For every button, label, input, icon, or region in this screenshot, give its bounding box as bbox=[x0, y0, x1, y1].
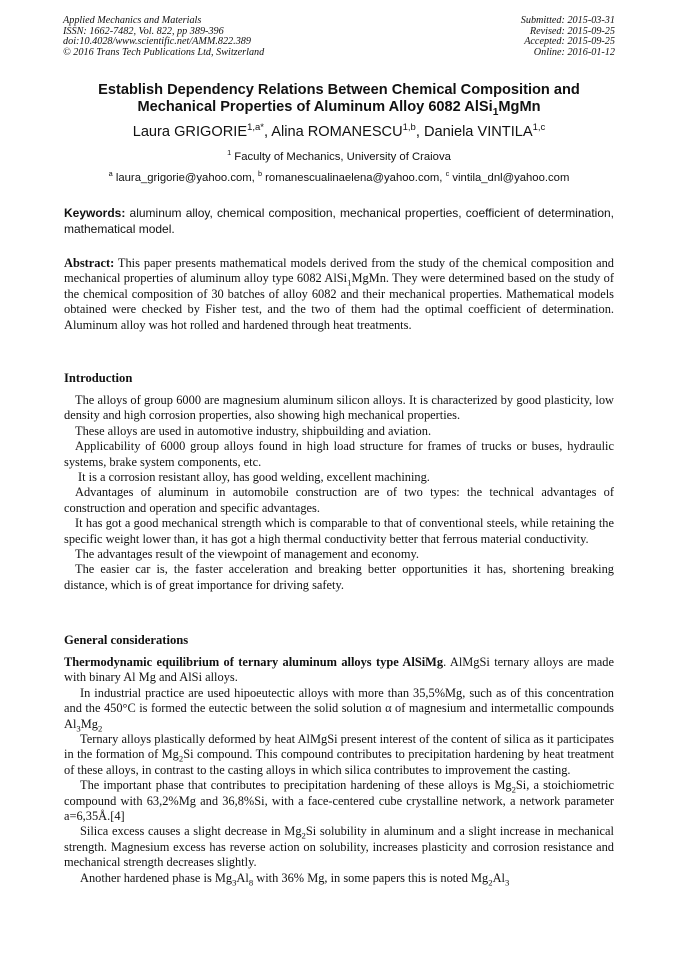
general-paragraph bbox=[64, 732, 614, 778]
author-sep-2: , bbox=[415, 124, 424, 140]
title-line-2 bbox=[63, 99, 615, 116]
subscript: 2 bbox=[301, 830, 306, 841]
author-1: Laura GRIGORIE bbox=[132, 124, 248, 140]
general-paragraph bbox=[64, 655, 614, 686]
email-c[interactable]: vintila_dnl@yahoo.com bbox=[449, 172, 570, 184]
general-p6-text-d: Al bbox=[492, 870, 505, 885]
paper-title bbox=[63, 82, 615, 116]
email-b-sup: b bbox=[257, 169, 263, 179]
general-p6-text: Another hardened phase is Mg bbox=[80, 870, 233, 885]
author-3: Daniela VINTILA bbox=[423, 124, 533, 140]
affiliation bbox=[63, 148, 615, 163]
copyright: © 2016 Trans Tech Publications Ltd, Switzerland bbox=[63, 46, 265, 58]
intro-paragraph: The advantages result of the viewpoint of management and economy. bbox=[75, 547, 419, 562]
subscript: 3 bbox=[232, 877, 237, 888]
subscript: 3 bbox=[504, 877, 510, 888]
subsection-title: Thermodynamic equilibrium of ternary aluminum alloys type AlSiMg bbox=[64, 655, 444, 669]
online-date: Online: 2016-01-12 bbox=[533, 46, 615, 58]
submitted-date: Submitted: 2015-03-31 bbox=[520, 15, 615, 26]
general-p2-text-end: Mg bbox=[80, 716, 98, 731]
general-considerations-heading: General considerations bbox=[64, 633, 189, 647]
email-b[interactable]: romanescualinaelena@yahoo.com, bbox=[262, 172, 446, 184]
email-a-sup: a bbox=[108, 169, 113, 179]
intro-paragraph: It is a corrosion resistant alloy, has good welding, excellent machining. bbox=[78, 470, 430, 485]
issn: ISSN: 1662-7482, Vol. 822, pp 389-396 bbox=[63, 25, 224, 37]
general-p1-text: . AlMgSi ternary alloys are made with binary Al Mg and AlSi alloys. bbox=[64, 655, 614, 685]
introduction-heading: Introduction bbox=[64, 371, 133, 385]
intro-paragraph: The easier car is, the faster acceleration and breaking better opportunities it has, shortening breaking distance, which is of great importance for driving safety. bbox=[64, 562, 614, 592]
general-p4-text: The important phase that contributes to precipitation hardening of these alloys is Mg bbox=[80, 778, 512, 793]
intro-paragraph: The alloys of group 6000 are magnesium aluminum silicon alloys. It is characterized by good plasticity, low density and high corrosion properties, also showing high mechanical properties. bbox=[64, 393, 614, 423]
keywords bbox=[64, 206, 614, 237]
intro-paragraph: Applicability of 6000 group alloys found in high load structure for frames of trucks or buses, hydraulic systems, brake system components, etc. bbox=[64, 439, 614, 469]
affiliation-sup: 1 bbox=[227, 148, 232, 158]
revised-date: Revised: 2015-09-25 bbox=[529, 25, 615, 37]
intro-paragraph: These alloys are used in automotive industry, shipbuilding and aviation. bbox=[75, 423, 432, 438]
general-paragraph bbox=[64, 686, 614, 732]
abstract bbox=[64, 256, 614, 333]
general-p6-text-c: with 36% Mg, in some papers this is noted Mg bbox=[253, 870, 489, 885]
subscript: 2 bbox=[511, 784, 516, 795]
general-p4-text-end: Si, a stoichiometric compound with 63,2%Mg and 36,8%Si, with a face-centered cube crystalline network, a network parameter a=6,35Å.[4] bbox=[64, 778, 614, 824]
general-paragraph bbox=[64, 824, 614, 870]
subscript: 2 bbox=[488, 877, 493, 888]
author-2: Alina ROMANESCU bbox=[271, 124, 403, 140]
subscript: 2 bbox=[178, 753, 184, 764]
author-sep-1: , bbox=[263, 124, 272, 140]
journal-name: Applied Mechanics and Materials bbox=[63, 15, 202, 26]
subscript: 3 bbox=[76, 723, 81, 734]
author-2-sup: 1,b bbox=[402, 122, 416, 134]
title-line-1: Establish Dependency Relations Between Chemical Composition and bbox=[98, 82, 580, 98]
affiliation-text: Faculty of Mechanics, University of Craiova bbox=[231, 151, 451, 163]
title-subscript: 1 bbox=[492, 106, 499, 118]
abstract-subscript: 1 bbox=[347, 277, 352, 288]
introduction-body bbox=[64, 393, 614, 593]
general-p3-text: Ternary alloys plastically deformed by heat AlMgSi present interest of the content of silica as it participates in the formation of Mg bbox=[64, 732, 614, 762]
general-p3-text-end: Si compound. This compound contributes to precipitation hardening by heat treatment of these alloys, in contrast to the casting alloys in which silica contributes to improvement the casting. bbox=[64, 747, 614, 777]
subscript: 8 bbox=[248, 877, 254, 888]
accepted-date: Accepted: 2015-09-25 bbox=[524, 36, 615, 48]
author-1-sup: 1,a* bbox=[247, 122, 264, 134]
email-a[interactable]: laura_grigorie@yahoo.com, bbox=[112, 172, 258, 184]
general-body bbox=[64, 655, 614, 886]
abstract-text-2: MgMn. They were determined based on the study of the chemical composition of 30 batches of alloy 6082 and their mechanical properties. Mathematical models obtained were checked by Fisher test, and the two of them had the optimal coefficient of determination. Aluminum alloy was hot rolled and hardened through heat treatments. bbox=[64, 271, 615, 332]
general-p5-text-end: Si solubility in aluminum and a slight increase in mechanical strength. Magnesium excess has reverse action on solubility, increases plasticity and corrosion resistance and mechanical strength decreases slightly. bbox=[64, 824, 615, 870]
keywords-text: aluminum alloy, chemical composition, mechanical properties, coefficient of determination, mathematical model. bbox=[64, 206, 614, 236]
running-header-left bbox=[63, 16, 264, 58]
author-emails bbox=[63, 169, 615, 184]
doi: doi:10.4028/www.scientific.net/AMM.822.389 bbox=[63, 36, 251, 48]
general-paragraph bbox=[64, 778, 614, 824]
keywords-label: Keywords: bbox=[64, 206, 126, 220]
abstract-text-1: This paper presents mathematical models derived from the study of the chemical composition and mechanical properties of aluminum alloy type 6082 AlSi bbox=[64, 256, 614, 286]
running-header-right bbox=[521, 16, 615, 58]
intro-paragraph: It has got a good mechanical strength which is comparable to that of conventional steels, while retaining the specific weight lower than, it has got a high thermal conductivity better that ferrous material conductivity. bbox=[64, 516, 614, 546]
title-line-2-end: MgMn bbox=[498, 99, 541, 115]
author-list bbox=[63, 124, 615, 140]
email-c-sup: c bbox=[445, 169, 450, 179]
intro-paragraph: Advantages of aluminum in automobile construction are of two types: the technical advantages of construction and operation and specific advantages. bbox=[64, 485, 614, 515]
abstract-label: Abstract: bbox=[64, 256, 115, 270]
subscript: 2 bbox=[97, 723, 103, 734]
general-paragraph bbox=[64, 871, 614, 886]
general-p2-text: In industrial practice are used hipoeutectic alloys with more than 35,5%Mg, such as of this concentration and the 450°C is formed the eutectic between the solid solution α of magnesium and intermetallic compounds Al bbox=[64, 685, 614, 731]
author-3-sup: 1,c bbox=[532, 122, 546, 134]
title-line-2-text: Mechanical Properties of Aluminum Alloy 6082 AlSi bbox=[137, 99, 493, 115]
general-p6-text-b: Al bbox=[236, 870, 249, 885]
general-p5-text: Silica excess causes a slight decrease in Mg bbox=[80, 824, 302, 839]
